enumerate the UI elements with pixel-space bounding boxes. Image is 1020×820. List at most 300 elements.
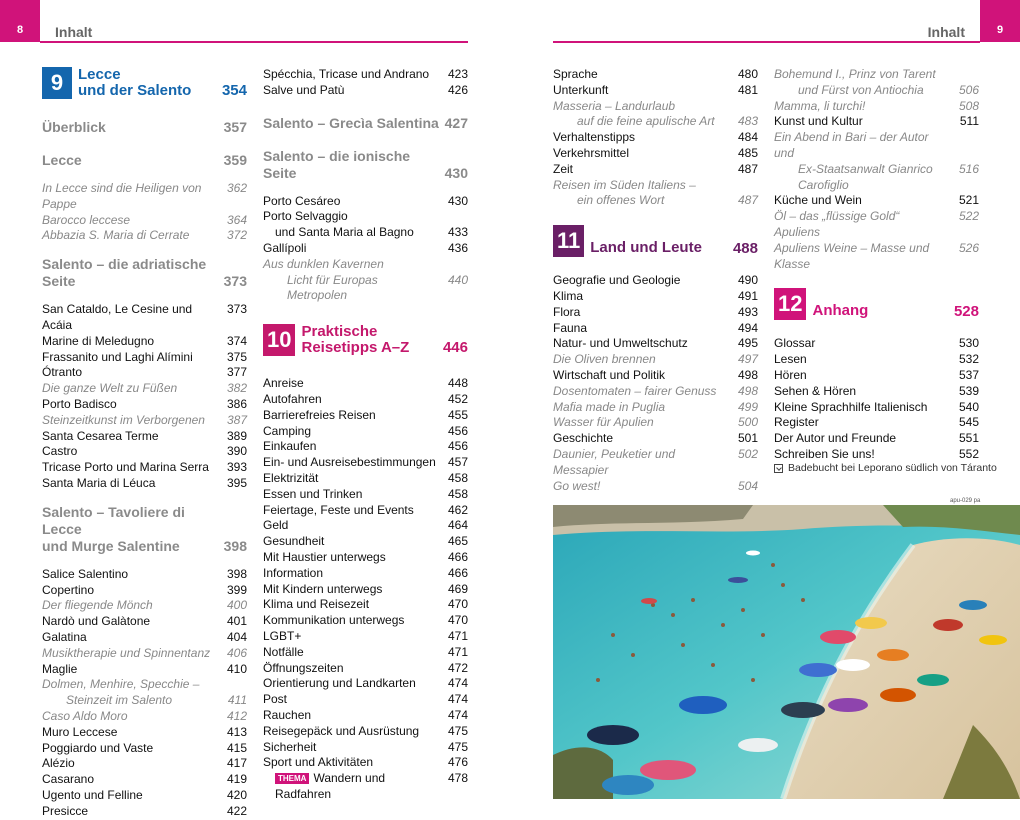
toc-entry [553,305,758,321]
section-title: Lecce [42,152,82,168]
entry-page: 540 [958,399,979,414]
entry-title: Salve und Patù [263,82,345,97]
entry-title: Maglie [42,661,78,676]
chapter-10-title [301,324,442,356]
section-page: 427 [444,114,468,131]
entry-page: 372 [226,228,247,243]
entry-title: Elektrizität [263,470,319,485]
entry-title: Die Oliven brennen [553,352,656,367]
toc-entry [42,365,247,381]
entry-title: Steinzeit im Salento [66,693,173,708]
entry-title: und Santa Maria al Bagno [275,225,414,240]
entry-page: 362 [226,181,247,195]
toc-entry [774,162,979,194]
entry-page: 404 [226,629,247,644]
section-title: Salento – die adriatische Seite [42,256,207,290]
entry-title: Der Autor und Freunde [774,431,897,446]
entry-page: 494 [737,320,758,335]
land-und-leute-list [553,273,758,494]
entry-title: Salice Salentino [42,566,129,581]
toc-column-4 [774,67,979,463]
toc-entry [774,336,979,352]
page-number-left-text: 8 [16,24,24,36]
running-title-right: Inhalt [927,24,965,40]
entry-page: 398 [226,566,247,581]
entry-title: Öffnungszeiten [263,660,344,675]
toc-entry [553,162,758,178]
toc-entry [42,646,247,662]
entry-title: Musiktherapie und Spinnentanz [42,645,211,660]
entry-page: 530 [958,336,979,351]
toc-entry [263,724,468,740]
entry-title: Verhaltenstipps [553,130,636,145]
entry-page: 422 [226,803,247,818]
entry-page: 395 [226,475,247,490]
toc-entry [42,429,247,445]
chapter-12-heading [774,288,979,320]
toc-entry [263,676,468,692]
chapter-11-heading [553,225,758,257]
beach-photo [553,505,1020,799]
toc-entry [263,645,468,661]
entry-page: 545 [958,415,979,430]
entry-title: Zeit [553,161,574,176]
toc-entry [42,381,247,397]
entry-page: 466 [447,549,468,564]
toc-entry [42,662,247,678]
toc-column-1 [42,67,247,820]
toc-entry [774,368,979,384]
entry-title: Schreiben Sie uns! [774,446,875,461]
section-grecia-salentina [263,115,468,132]
toc-entry [553,368,758,384]
entry-title: Glossar [774,336,816,351]
entry-title: Alézio [42,756,75,771]
entry-page: 539 [958,383,979,398]
entry-title: Essen und Trinken [263,486,363,501]
toc-entry [263,439,468,455]
entry-title: Unterkunft [553,82,609,97]
entry-page: 464 [447,518,468,533]
entry-title: Feiertage, Feste und Events [263,502,414,517]
entry-title: Daunier, Peuketier und Messapier [553,446,676,477]
entry-title: LGBT+ [263,628,302,643]
entry-title: Porto Selvaggio [263,209,348,224]
chapter-11-title: Land und Leute [590,239,702,257]
entry-title: San Cataldo, Le Cesine und Acáia [42,302,193,332]
entry-title: Presicce [42,803,89,818]
toc-entry [774,67,979,83]
entry-title: Geografie und Geologie [553,273,681,288]
entry-page: 458 [447,470,468,485]
beach-photo-illustration [553,505,1020,799]
entry-title: Kunst und Kultur [774,114,863,129]
entry-page: 474 [447,707,468,722]
entry-page: 377 [226,365,247,380]
reisetipps-list [263,376,468,803]
toc-entry [774,241,979,273]
entry-page: 491 [737,288,758,303]
toc-entry [42,460,247,476]
entry-title: Dolmen, Menhire, Specchie – [42,677,200,692]
entry-page: 551 [958,431,979,446]
entry-title: ein offenes Wort [577,193,665,208]
caption-pointer-icon [774,464,783,473]
toc-entry [553,83,758,99]
entry-page: 469 [447,581,468,596]
section-title: Überblick [42,119,106,135]
entry-page: 415 [226,740,247,755]
section-title [42,504,224,555]
entry-title: Go west! [553,478,601,493]
toc-entry [42,350,247,366]
entry-page: 475 [447,739,468,754]
toc-entry [553,273,758,289]
entry-title: Santa Cesarea Terme [42,428,159,443]
toc-entry [263,597,468,613]
toc-entry [774,447,979,463]
toc-entry [263,424,468,440]
chapter-10-heading [263,324,468,356]
entry-title: Porto Badisco [42,396,117,411]
entry-page: 458 [447,486,468,501]
toc-entry [774,193,979,209]
chapter-9-title [78,67,222,99]
entry-page: 400 [226,598,247,613]
entry-title: Der fliegende Mönch [42,598,153,613]
entry-title: Spécchia, Tricase und Andrano [263,67,430,81]
entry-page: 537 [958,367,979,382]
entry-title: Rauchen [263,707,312,722]
toc-entry [774,431,979,447]
toc-entry [553,99,758,115]
tavoliere-list [42,567,247,820]
section-ionische-seite [263,148,468,182]
entry-title: Öl – das „flüssige Gold“ Apuliens [774,209,900,239]
entry-title: Ex-Staatsanwalt Gianrico Carofiglio [798,161,933,192]
entry-title: Bohemund I., Prinz von Tarent [774,67,936,81]
toc-entry [553,415,758,431]
toc-entry [263,376,468,392]
entry-page: 493 [737,304,758,319]
entry-page: 433 [447,225,468,240]
entry-page: 417 [226,756,247,771]
entry-title: Poggiardo und Vaste [42,740,154,755]
entry-title: Wirtschaft und Politik [553,367,666,382]
entry-title: Notfälle [263,644,304,659]
entry-page: 470 [447,613,468,628]
section-page: 398 [223,537,247,554]
entry-page: 484 [737,130,758,145]
chapter-9-title-line1: Lecce [78,66,121,83]
toc-entry [263,83,468,99]
section-page: 357 [223,119,247,135]
entry-page: 508 [958,98,979,113]
entry-page: 471 [447,628,468,643]
toc-entry [42,397,247,413]
toc-entry [263,613,468,629]
entry-title: Apuliens Weine – Masse und Klasse [774,240,930,271]
toc-entry [774,114,979,130]
entry-page: 497 [737,352,758,367]
toc-entry [42,772,247,788]
entry-title: Sport und Aktivitäten [263,755,374,770]
entry-page: 426 [447,82,468,97]
entry-page: 480 [737,67,758,81]
toc-entry [263,566,468,582]
entry-title: Flora [553,304,581,319]
toc-entry [774,352,979,368]
entry-page: 386 [226,396,247,411]
entry-page: 502 [737,446,758,461]
entry-page: 430 [447,193,468,208]
entry-page: 506 [958,82,979,97]
section-lecce [42,152,247,169]
toc-entry [553,130,758,146]
entry-page: 504 [737,478,758,493]
chapter-12-number: 12 [774,288,806,320]
entry-title: Abbazia S. Maria di Cerrate [42,228,190,243]
entry-page: 419 [226,772,247,787]
toc-entry [42,302,247,334]
entry-page: 476 [447,755,468,770]
entry-title: Mit Kindern unterwegs [263,581,383,596]
entry-page: 499 [737,399,758,414]
entry-title: Klima und Reisezeit [263,597,370,612]
entry-page: 475 [447,723,468,738]
toc-entry [263,408,468,424]
toc-entry [42,334,247,350]
chapter-11-number: 11 [553,225,584,257]
chapter-9-heading [42,67,247,99]
toc-entry [263,518,468,534]
toc-entry [263,534,468,550]
entry-title: Die ganze Welt zu Füßen [42,381,178,396]
page-number-right [980,0,1020,42]
entry-title: Autofahren [263,391,322,406]
entry-title: Tricase Porto und Marina Serra [42,460,209,475]
entry-page: 472 [447,660,468,675]
adriatische-list [42,302,247,492]
entry-page: 390 [226,444,247,459]
toc-entry [42,741,247,757]
toc-entry [553,193,758,209]
entry-title: Mafia made in Puglia [553,399,666,414]
entry-title: Reisegepäck und Ausrüstung [263,723,420,738]
toc-column-2 [263,67,468,803]
entry-title: Castro [42,444,78,459]
toc-entry [553,431,758,447]
toc-entry [42,693,247,709]
entry-page: 470 [447,597,468,612]
entry-title: Ótranto [42,365,83,380]
entry-title: Casarano [42,772,95,787]
entry-page: 393 [226,460,247,475]
entry-title: Verkehrsmittel [553,145,630,160]
chapter-11-page: 488 [732,240,758,258]
chapter-12-page: 528 [953,303,979,321]
toc-entry [263,740,468,756]
toc-entry [263,273,468,305]
entry-page: 452 [447,391,468,406]
entry-page: 511 [959,114,979,129]
entry-title: Ein Abend in Bari – der Autor und [774,130,929,160]
entry-page: 500 [737,415,758,430]
toc-entry [774,400,979,416]
toc-entry [553,321,758,337]
toc-entry [553,178,758,194]
entry-title: Mamma, li turchi! [774,98,866,113]
entry-page: 471 [447,644,468,659]
entry-page: 498 [737,383,758,398]
toc-entry [42,630,247,646]
header-rule-right [553,41,980,43]
toc-entry [42,788,247,804]
chapter-10-number: 10 [263,324,295,356]
entry-title: Küche und Wein [774,193,862,208]
entry-page: 387 [226,412,247,427]
toc-entry [263,755,468,771]
entry-title: Sicherheit [263,739,317,754]
entry-title: Lesen [774,352,807,367]
entry-title: Einkaufen [263,439,317,454]
entry-page: 389 [226,428,247,443]
section-tavoliere [42,504,247,555]
entry-title: Sehen & Hören [774,383,857,398]
toc-entry [263,225,468,241]
toc-entry [42,614,247,630]
entry-title: Muro Leccese [42,724,118,739]
entry-title [263,771,442,803]
entry-page: 373 [226,302,247,317]
toc-entry [42,677,247,693]
entry-page: 457 [447,455,468,470]
entry-page: 382 [226,381,247,396]
entry-title: Marine di Meledugno [42,333,155,348]
entry-page: 412 [226,708,247,723]
entry-title: Information [263,565,324,580]
entry-title: Caso Aldo Moro [42,708,128,723]
entry-page: 440 [447,272,468,287]
toc-entry [553,336,758,352]
toc-entry [42,756,247,772]
entry-title: Copertino [42,582,95,597]
entry-page: 495 [737,336,758,351]
chapter-10-title-line1: Praktische [301,323,378,341]
running-title-left: Inhalt [55,24,93,40]
toc-entry [263,209,468,225]
toc-entry [263,455,468,471]
entry-title: In Lecce sind die Heiligen von Pappe [42,181,202,211]
entry-title: Orientierung und Landkarten [263,676,416,691]
entry-page: 364 [226,212,247,227]
entry-page: 490 [737,273,758,288]
entry-title: Hören [774,367,807,382]
toc-entry [42,228,247,244]
entry-title: auf die feine apulische Art [577,114,715,129]
entry-title: Licht für Europas Metropolen [287,272,378,303]
entry-page: 436 [447,240,468,255]
entry-page: 521 [958,193,979,208]
entry-title: Ein- und Ausreisebestimmungen [263,455,436,470]
chapter-12-title: Anhang [812,302,869,320]
entry-title: Steinzeitkunst im Verborgenen [42,412,205,427]
entry-page: 532 [958,352,979,367]
entry-page: 481 [737,82,758,97]
entry-page: 411 [227,693,247,708]
entry-page: 420 [226,787,247,802]
entry-title: Reisen im Süden Italiens – [553,177,696,192]
toc-entry [774,130,979,162]
entry-title: Ugento und Felline [42,787,143,802]
entry-page: 455 [447,407,468,422]
entry-page: 487 [737,161,758,176]
entry-title: Nardò und Galàtone [42,614,151,629]
entry-page: 485 [737,145,758,160]
toc-entry [42,583,247,599]
toc-entry-thema [263,771,468,803]
entry-title: Fauna [553,320,588,335]
section-title: Salento – Grecìa Salentina [263,114,439,131]
entry-page: 465 [447,534,468,549]
chapter-9-title-line2: und der Salento [78,82,192,99]
photo-credit: apu-029 pa [950,498,981,504]
entry-title: Gallípoli [263,240,307,255]
toc-entry [263,629,468,645]
entry-title: Kleine Sprachhilfe Italienisch [774,399,928,414]
section-adriatische-seite [42,256,247,290]
section-title-line1: Salento – Tavoliere di Lecce [42,503,185,537]
chapter-10-page: 446 [442,339,468,357]
entry-page: 474 [447,692,468,707]
entry-title: Geschichte [553,431,614,446]
toc-entry [263,503,468,519]
ionische-list [263,194,468,305]
toc-entry [263,661,468,677]
entry-page: 466 [447,565,468,580]
entry-title: Galatina [42,629,87,644]
entry-page: 448 [447,376,468,391]
entry-page: 413 [226,724,247,739]
section-page: 430 [444,164,468,181]
toc-entry [42,804,247,820]
toc-entry [553,447,758,479]
toc-entry [774,83,979,99]
chapter-10-title-line2: Reisetipps A–Z [301,339,410,357]
page-number-right-text: 9 [996,24,1004,36]
entry-title: Frassanito und Laghi Alímini [42,349,193,364]
entry-title: Register [774,415,819,430]
photo-caption [774,462,997,474]
toc-entry [42,725,247,741]
entry-title: Dosentomaten – fairer Genuss [553,383,717,398]
toc-entry [263,241,468,257]
entry-page: 478 [447,771,468,786]
header-rule-left [40,41,468,43]
toc-column-3 [553,67,758,494]
toc-entry [263,257,468,273]
toc-entry [42,567,247,583]
entry-title: Geld [263,518,289,533]
entry-title: Natur- und Umweltschutz [553,336,688,351]
entry-page: 483 [737,114,758,129]
entry-title: Barrierefreies Reisen [263,407,376,422]
entry-page: 526 [958,240,979,255]
entry-page: 462 [447,502,468,517]
toc-entry [263,392,468,408]
entry-title: Post [263,692,288,707]
entry-title: Mit Haustier unterwegs [263,549,386,564]
